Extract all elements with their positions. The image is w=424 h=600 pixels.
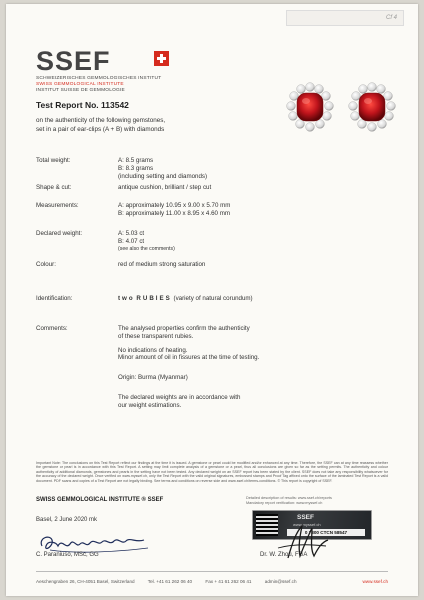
logo-line-english: SWISS GEMMOLOGICAL INSTITUTE	[36, 82, 124, 87]
report-title: Test Report No. 113542	[36, 100, 129, 110]
measurements-b: B: approximately 11.00 x 8.95 x 4.60 mm	[118, 209, 231, 217]
important-note: Important Note: The conclusions on this Test Report reflect our findings at the time it is issued. A gemstone or pearl could be modified and/or enhanced at any time. Therefore, the SSEF can at any time reassess whether the gemstone or pearl is in accordance with this Test Report. A setting may limit complete analysis of a gemstone or a pearl, thus all conclusions are given so far as the setting permits. The authenticity and colour authenticity of additional diamonds, gemstones and pearls in the setting have not been tested. Any declared weight on an SSEF report has been stated by the client. SSEF does not take any responsibility whatsoever for the accuracy of the declared weight. Once verified on www.myssef.ch, only the Test Report with the valid original signatures, embossed stamps and Proof Tag affixed onto the surface of the laminated Test Report is a valid document. PDF scans and copies of a Test Report are not legally binding. See terms and conditions on reverse side and www.ssef.ch/terms-conditions. © This report is copyright of SSEF.	[36, 461, 388, 483]
earrings-photo	[276, 80, 406, 136]
signatory-right-name: Dr. W. Zhou, FGA	[260, 552, 308, 558]
declared-weight-note: (see also the comments)	[118, 245, 175, 252]
footer-fax: Fax + 41 61 262 06 41	[205, 579, 252, 584]
institute-name: SWISS GEMMOLOGICAL INSTITUTE ® SSEF	[36, 497, 164, 503]
colour-label: Colour:	[36, 261, 56, 268]
intro-line-1: on the authenticity of the following gemstones,	[36, 117, 166, 124]
hologram-brand: SSEF	[297, 514, 314, 521]
verification-caption-2: Mandatory report verification: www.myssef.ch	[246, 501, 323, 505]
measurements-label: Measurements:	[36, 202, 79, 209]
earring-b	[349, 83, 396, 132]
total-weight-a: A: 8.5 grams	[118, 157, 154, 164]
identification-variety: (variety of natural corundum)	[173, 295, 253, 302]
verification-caption-1: Detailed description of results: www.ssef.ch/reports	[246, 496, 332, 500]
measurements-a: A: approximately 10.95 x 9.00 x 5.70 mm	[118, 202, 231, 209]
hologram-serial: 0 7800 CTCN 58547	[287, 529, 365, 536]
colour-value: red of medium strong saturation	[118, 261, 206, 268]
ssef-logo	[36, 48, 161, 94]
total-weight-label: Total weight:	[36, 157, 71, 164]
declared-weight-label: Declared weight:	[36, 230, 83, 237]
comments-p2a: No indications of heating.	[118, 346, 188, 354]
logo-line-german: SCHWEIZERISCHES GEMMOLOGISCHES INSTITUT	[36, 76, 162, 81]
comments-label: Comments:	[36, 325, 68, 332]
identification-label: Identification:	[36, 295, 73, 302]
comments-p2b: Minor amount of oil in fissures at the time of testing.	[118, 354, 260, 362]
identification-count: two	[118, 295, 135, 302]
total-weight-note: (including setting and diamonds)	[118, 172, 208, 180]
swiss-cross-icon	[154, 51, 169, 66]
logo-line-french: INSTITUT SUISSE DE GEMMOLOGIE	[36, 88, 125, 93]
verification-caption	[246, 496, 332, 506]
footer-address: Aeschengraben 26, CH-4051 Basel, Switzerland	[36, 579, 135, 584]
footer-tel: Tel. +41 61 262 06 40	[147, 579, 193, 584]
declared-weight-a: A: 5.03 ct	[118, 230, 145, 237]
hologram-site: www.myssef.ch	[293, 522, 321, 527]
shape-label: Shape & cut:	[36, 184, 72, 191]
comments-p1a: The analysed properties confirm the authenticity	[118, 325, 250, 332]
footer-divider	[36, 571, 388, 572]
footer-website[interactable]: www.ssef.ch	[362, 579, 388, 584]
intro-line-2: set in a pair of ear-clips (A + B) with diamonds	[36, 125, 165, 133]
shape-value: antique cushion, brilliant / step cut	[118, 184, 212, 191]
comments-p3a: The declared weights are in accordance with	[118, 393, 241, 401]
logo-brand: SSEF	[36, 46, 111, 76]
comments-p3b: our weight estimations.	[118, 401, 182, 409]
earring-a	[287, 83, 334, 132]
footer-email[interactable]: admin@ssef.ch	[264, 579, 297, 584]
total-weight-b: B: 8.3 grams	[118, 164, 154, 172]
test-report-document	[6, 4, 418, 596]
comments-origin: Origin: Burma (Myanmar)	[118, 374, 188, 382]
signatory-left-name: C. Paraniuso, MSc, GG	[36, 552, 99, 558]
report-intro	[36, 117, 165, 134]
comments-p1b: of these transparent rubies.	[118, 332, 194, 340]
issue-date: Basel, 2 June 2020 mk	[36, 517, 98, 523]
declared-weight-b: B: 4.07 ct	[118, 237, 145, 245]
footer	[36, 579, 388, 584]
corner-tag: Cf 4	[286, 10, 404, 26]
identification-name: RUBIES	[136, 295, 172, 302]
